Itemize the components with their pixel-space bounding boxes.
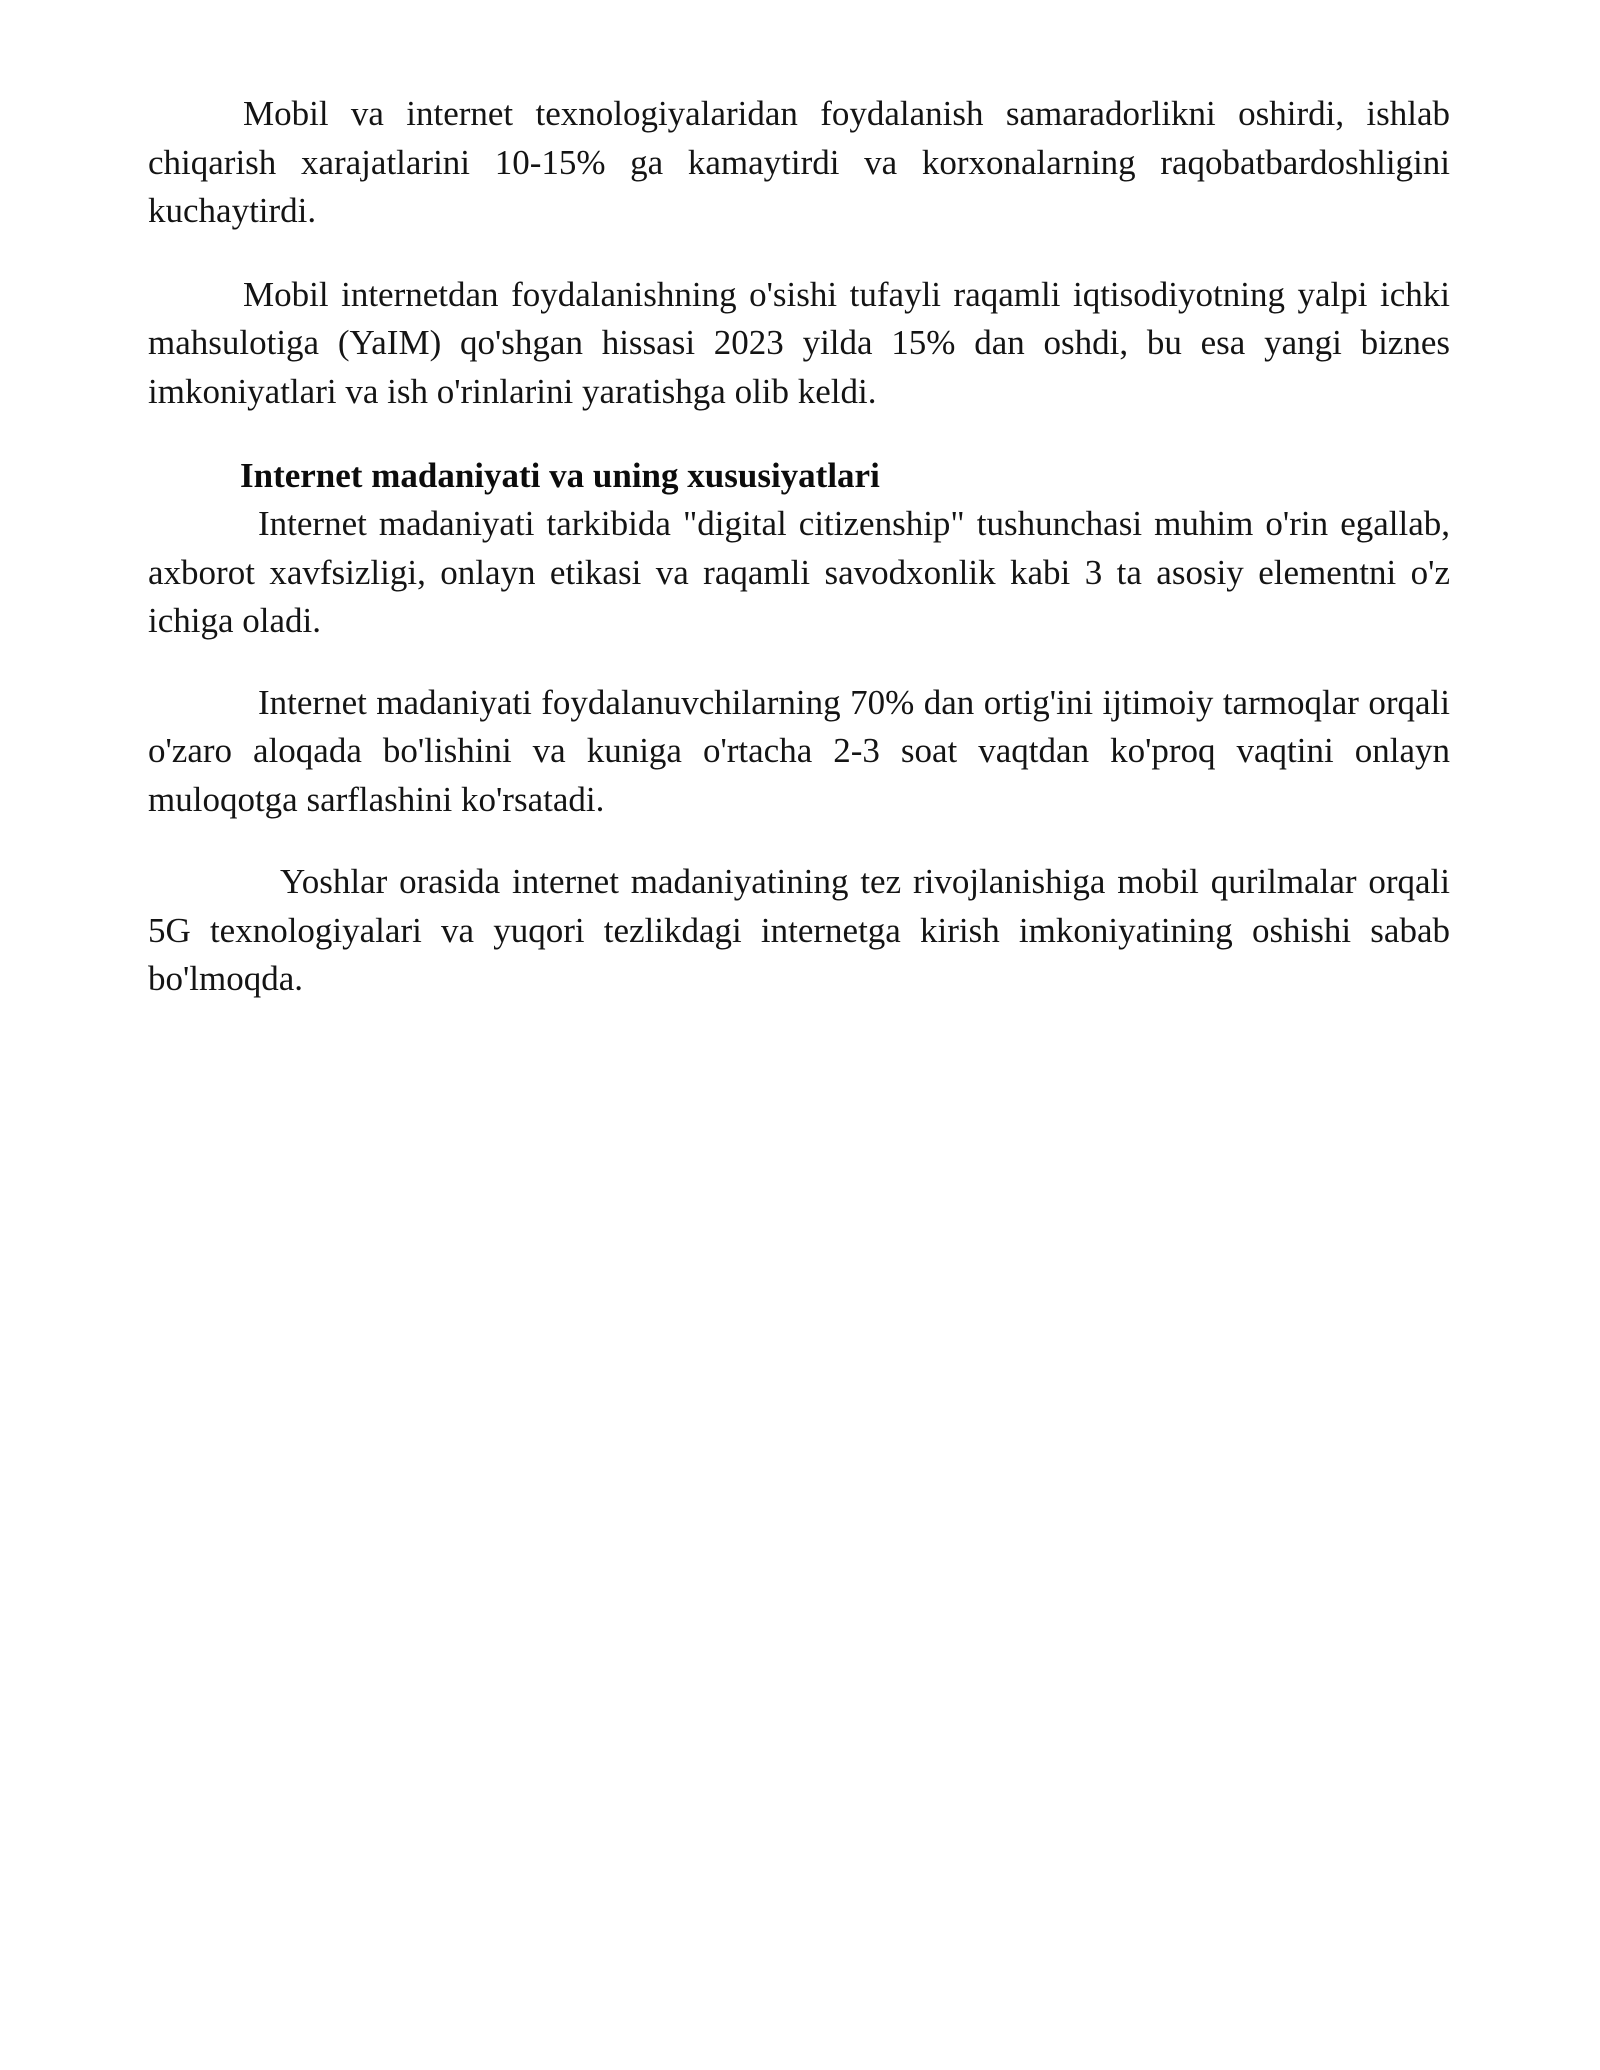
- document-body: [148, 90, 1450, 1004]
- paragraph-gdp-contribution: Mobil internetdan foydalanishning o'sishi tufayli raqamli iqtisodiyotning yalpi ichki mahsulotiga (YaIM) qo'shgan hissasi 2023 yilda 15% dan oshdi, bu esa yangi biznes imkoniyatlari va ish o'rinlarini yaratishga olib keldi.: [148, 274, 1450, 411]
- paragraph-youth-5g: Yoshlar orasida internet madaniyatining tez rivojlanishiga mobil qurilmalar orqali 5G texnologiyalari va yuqori tezlikdagi internetga kirish imkoniyatining oshishi sabab bo'lmoqda.: [148, 862, 1450, 998]
- paragraph-efficiency: Mobil va internet texnologiyalaridan foydalanish samaradorlikni oshirdi, ishlab chiqarish xarajatlarini 10-15% ga kamaytirdi va korxonalarning raqobatbardoshligini kuchaytirdi.: [148, 94, 1450, 230]
- section-heading: Internet madaniyati va uning xususiyatlari: [240, 456, 880, 495]
- paragraph-social-networks: Internet madaniyati foydalanuvchilarning 70% dan ortig'ini ijtimoiy tarmoqlar orqali o'zaro aloqada bo'lishini va kuniga o'rtacha 2-3 soat vaqtdan ko'proq vaqtini onlayn muloqotga sarflashini ko'rsatadi.: [148, 682, 1450, 819]
- paragraph-digital-citizenship: Internet madaniyati tarkibida "digital citizenship" tushunchasi muhim o'rin egallab, axborot xavfsizligi, onlayn etikasi va raqamli savodxonlik kabi 3 ta asosiy elementni o'z ichiga oladi.: [148, 504, 1450, 640]
